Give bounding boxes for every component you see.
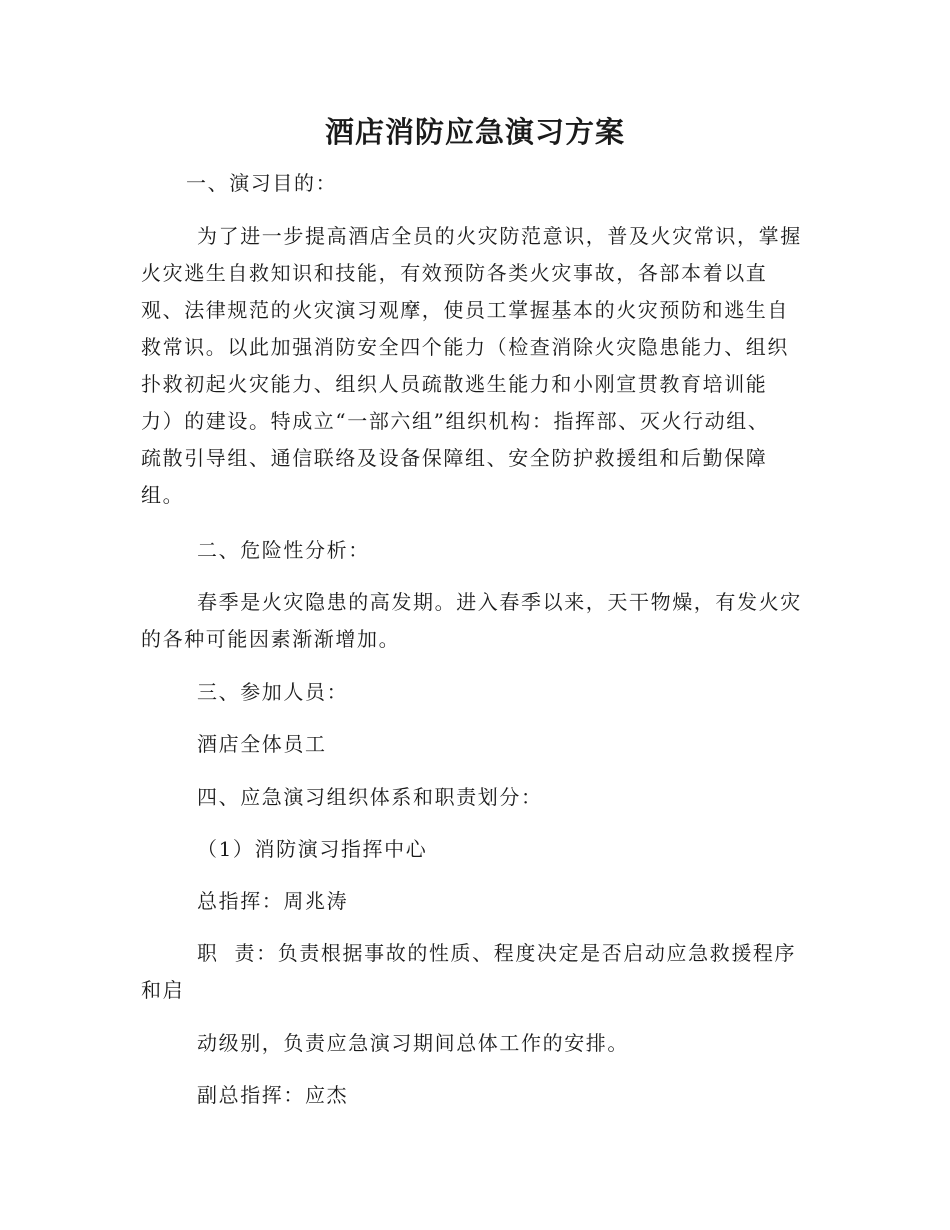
paragraph-line: 扑救初起火灾能力、组织人员疏散逃生能力和小刚宣贯教育培训能 [141,372,768,396]
section-heading-organization: 四、应急演习组织体系和职责划分： [197,785,543,809]
section-heading-risk: 二、危险性分析： [197,538,370,562]
subsection-heading: （1）消防演习指挥中心 [197,837,428,861]
paragraph-line: 火灾逃生自救知识和技能，有效预防各类火灾事故，各部本着以直 [141,261,768,285]
paragraph-line: 酒店全体员工 [197,732,327,756]
paragraph-line: 动级别，负责应急演习期间总体工作的安排。 [197,1031,629,1055]
paragraph-line: 春季是火灾隐患的高发期。进入春季以来，天干物燥，有发火灾 [197,590,802,614]
paragraph-line: 救常识。以此加强消防安全四个能力（检查消除火灾隐患能力、组织 [141,335,789,359]
document-title: 酒店消防应急演习方案 [324,115,625,149]
paragraph-line: 为了进一步提高酒店全员的火灾防范意识，普及火灾常识，掌握 [197,224,802,248]
paragraph-line: 组。 [141,483,185,507]
paragraph-line: 总指挥：周兆涛 [197,889,349,913]
paragraph-line: 观、法律规范的火灾演习观摩，使员工掌握基本的火灾预防和逃生自 [141,298,789,322]
paragraph-line: 疏散引导组、通信联络及设备保障组、安全防护救援组和后勤保障 [141,446,768,470]
paragraph-line: 和启 [141,978,185,1002]
section-heading-participants: 三、参加人员： [197,680,349,704]
paragraph-line: 力）的建设。特成立“一部六组”组织机构：指挥部、灭火行动组、 [141,409,770,433]
section-heading-purpose: 一、演习目的： [186,171,338,195]
paragraph-line: 副总指挥：应杰 [197,1083,349,1107]
paragraph-line: 职 责：负责根据事故的性质、程度决定是否启动应急救援程序 [197,941,797,965]
paragraph-line: 的各种可能因素渐渐增加。 [141,627,401,651]
